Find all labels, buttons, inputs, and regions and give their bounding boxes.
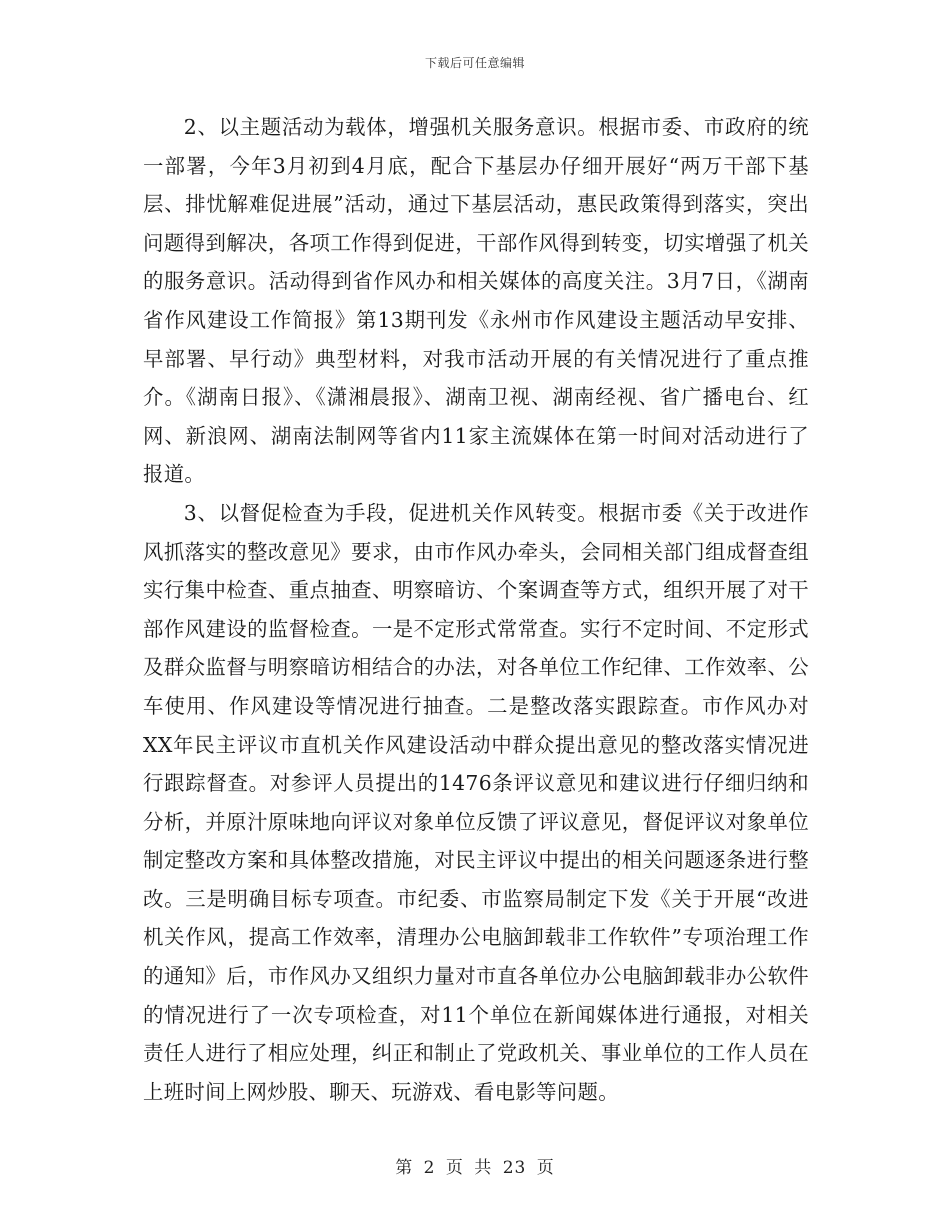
paragraph-3: 3、以督促检查为手段，促进机关作风转变。根据市委《关于改进作风抓落实的整改意见》要求，由市作风办牵头，会同相关部门组成督查组实行集中检查、重点抽查、明察暗访、个案调查等方式，组织开展了对干部作风建设的监督检查。一是不定形式常常查。实行不定时间、不定形式及群众监督与明察暗访相结合的办法，对各单位工作纪律、工作效率、公车使用、作风建设等情况进行抽查。二是整改落实跟踪查。市作风办对XX年民主评议市直机关作风建设活动中群众提出意见的整改落实情况进行跟踪督查。对参评人员提出的1476条评议意见和建议进行仔细归纳和分析，并原汁原味地向评议对象单位反馈了评议意见，督促评议对象单位制定整改方案和具体整改措施，对民主评议中提出的相关问题逐条进行整改。三是明确目标专项查。市纪委、市监察局制定下发《关于开展“改进机关作风，提高工作效率，清理办公电脑卸载非工作软件”专项治理工作的通知》后，市作风办又组织力量对市直各单位办公电脑卸载非办公软件的情况进行了一次专项检查，对11个单位在新闻媒体进行通报，对相关责任人进行了相应处理，纠正和制止了党政机关、事业单位的工作人员在上班时间上网炒股、聊天、玩游戏、看电影等问题。	[143, 500, 809, 1104]
paragraph-2: 2、以主题活动为载体，增强机关服务意识。根据市委、市政府的统一部署，今年3月初到4月底，配合下基层办仔细开展好“两万干部下基层、排忧解难促进展”活动，通过下基层活动，惠民政策得到落实，突出问题得到解决，各项工作得到促进，干部作风得到转变，切实增强了机关的服务意识。活动得到省作风办和相关媒体的高度关注。3月7日，《湖南省作风建设工作简报》第13期刊发《永州市作风建设主题活动早安排、早部署、早行动》典型材料，对我市活动开展的有关情况进行了重点推介。《湖南日报》、《潇湘晨报》、湖南卫视、湖南经视、省广播电台、红网、新浪网、湖南法制网等省内11家主流媒体在第一时间对活动进行了报道。	[143, 115, 809, 487]
header-note: 下载后可任意编辑	[424, 56, 525, 70]
document-body	[143, 108, 809, 1111]
page-number: 第 2 页 共 23 页	[395, 1158, 555, 1178]
